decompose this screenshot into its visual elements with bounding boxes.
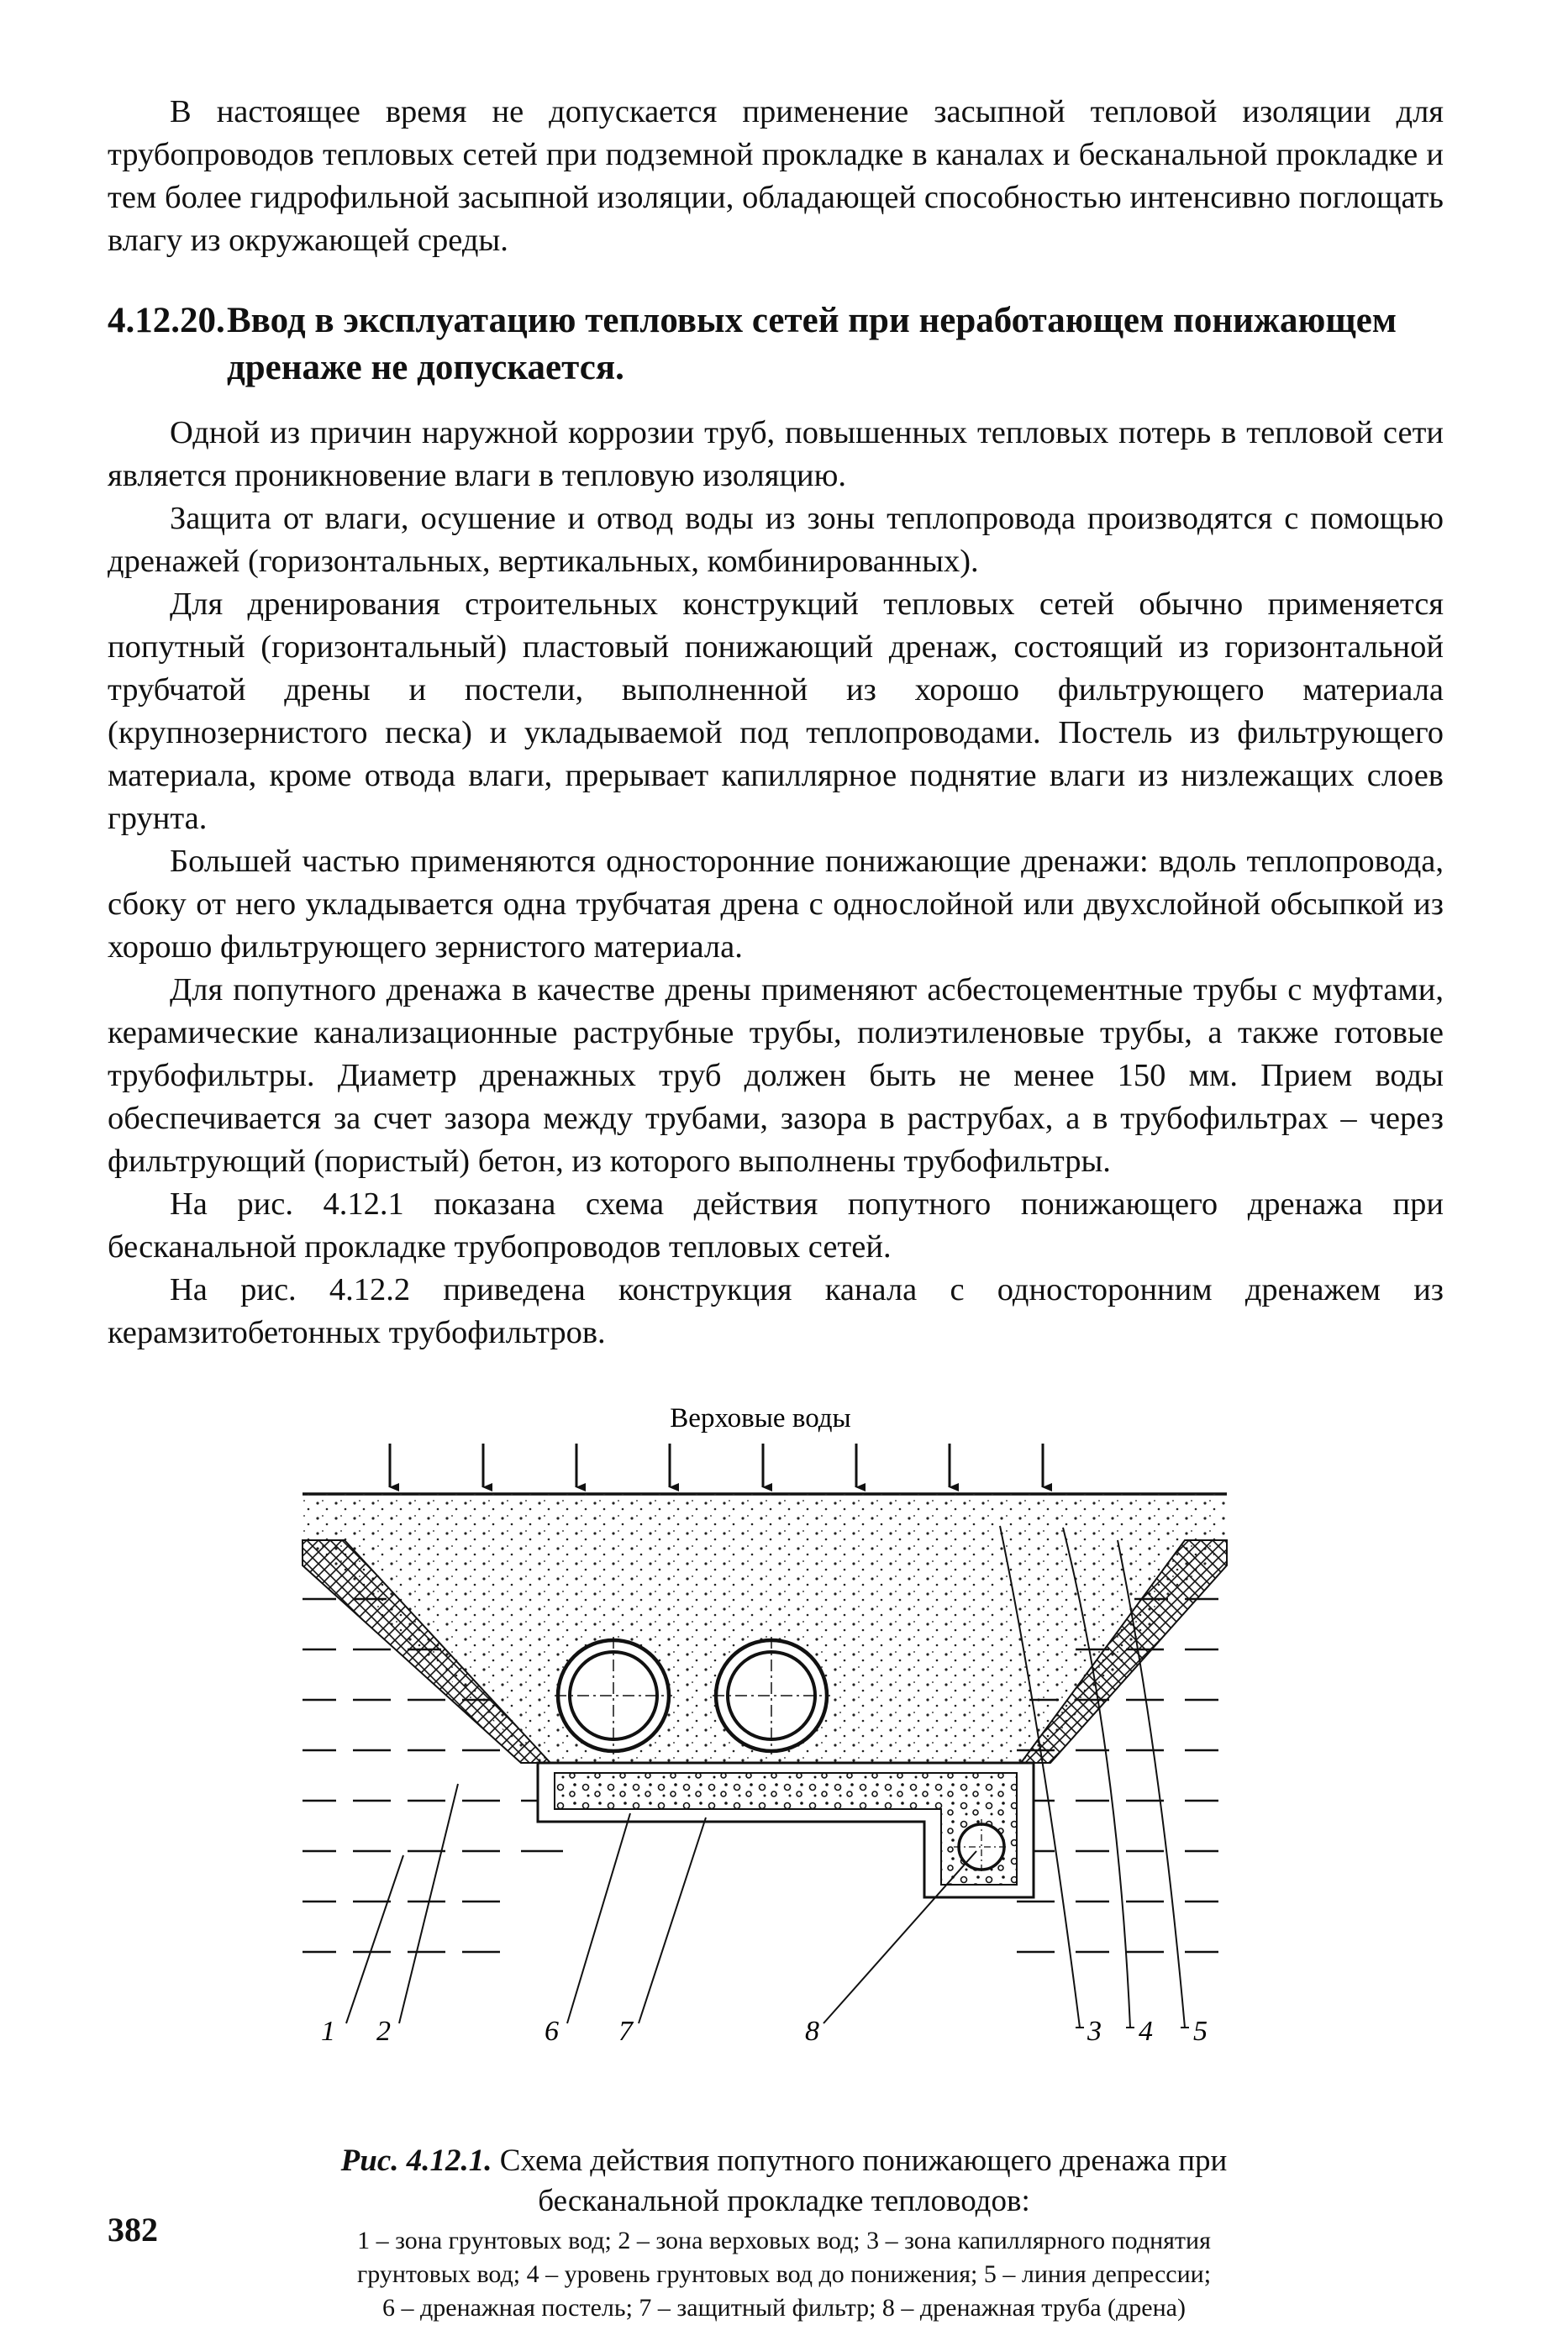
callout-6: 6 xyxy=(545,2016,559,2047)
rain-arrows xyxy=(390,1444,1043,1487)
callout-5: 5 xyxy=(1193,2016,1208,2047)
page-number: 382 xyxy=(108,2211,158,2249)
callout-1: 1 xyxy=(321,2016,335,2047)
intro-paragraph: В настоящее время не допускается применение засыпной тепловой изоляции для трубопроводов тепловых сетей при подземной прокладке в каналах и бесканальной прокладке и тем более гидрофильной засыпной изоляции, обладающей способностью интенсивно поглощать влагу из окружающей среды. xyxy=(108,94,1444,258)
figure-label: Рис. 4.12.1. xyxy=(340,2144,492,2178)
figure-caption-line1 xyxy=(0,2141,1568,2181)
section-number: 4.12.20. xyxy=(108,301,225,340)
section-title: Ввод в эксплуатацию тепловых сетей при неработающем понижающем дренаже не допускается. xyxy=(227,301,1397,387)
callouts xyxy=(321,2016,1208,2047)
figure-legend-line1: 1 – зона грунтовых вод; 2 – зона верховых вод; 3 – зона капиллярного поднятия xyxy=(357,2227,1211,2254)
paragraph: Для попутного дренажа в качестве дрены применяют асбестоцементные трубы с муфтами, керамические канализационные раструбные трубы, полиэтиленовые трубы, а также готовые трубофильтры. Диаметр дренажных труб должен быть не менее 150 мм. Прием воды обеспечивается за счет зазора между трубами, зазора в раструбах, а в трубофильтрах – через фильтрующий (пористый) бетон, из которого выполнены трубофильтры. xyxy=(108,972,1444,1179)
paragraph: На рис. 4.12.1 показана схема действия попутного понижающего дренажа при бесканальной прокладке трубопроводов тепловых сетей. xyxy=(108,1186,1444,1265)
body-text xyxy=(108,412,1444,1354)
callout-4: 4 xyxy=(1139,2016,1153,2047)
callout-3: 3 xyxy=(1087,2016,1102,2047)
drainage-diagram xyxy=(277,1393,1244,2116)
drainage-figure xyxy=(277,1393,1244,2116)
paragraph: Большей частью применяются односторонние понижающие дренажи: вдоль теплопровода, сбоку от него укладывается одна трубчатая дрена с однослойной или двухслойной обсыпкой из хорошо фильтрующего зернистого материала. xyxy=(108,844,1444,965)
caption-text: Схема действия попутного понижающего дренажа при xyxy=(499,2144,1228,2178)
page-body xyxy=(108,91,1444,1354)
callout-7: 7 xyxy=(618,2016,633,2047)
drainage-bed xyxy=(555,1773,1017,1885)
figure-legend-line2: грунтовых вод; 4 – уровень грунтовых вод до понижения; 5 – линия депрессии; xyxy=(356,2260,1212,2288)
paragraph: Одной из причин наружной коррозии труб, повышенных тепловых потерь в тепловой сети является проникновение влаги в тепловую изоляцию. xyxy=(108,415,1444,493)
callout-8: 8 xyxy=(805,2016,819,2047)
section-heading xyxy=(108,297,1444,392)
top-label: Верховые воды xyxy=(670,1403,851,1433)
paragraph: Защита от влаги, осушение и отвод воды из зоны теплопровода производятся с помощью дренажей (горизонтальных, вертикальных, комбинированных). xyxy=(108,501,1444,579)
figure-caption-line2: бесканальной прокладке тепловодов: xyxy=(538,2184,1030,2218)
paragraph: Для дренирования строительных конструкций тепловых сетей обычно применяется попутный (горизонтальный) пластовый понижающий дренаж, состоящий из горизонтальной трубчатой дрены и постели, выполненной из хорошо фильтрующего материала (крупнозернистого песка) и укладываемой под теплопроводами. Постель из фильтрующего материала, кроме отвода влаги, прерывает капиллярное поднятие влаги из низлежащих слоев грунта. xyxy=(108,587,1444,836)
callout-2: 2 xyxy=(376,2016,391,2047)
paragraph: На рис. 4.12.2 приведена конструкция канала с односторонним дренажем из керамзитобетонных трубофильтров. xyxy=(108,1272,1444,1350)
figure-legend-line3: 6 – дренажная постель; 7 – защитный фильтр; 8 – дренажная труба (дрена) xyxy=(382,2294,1186,2322)
